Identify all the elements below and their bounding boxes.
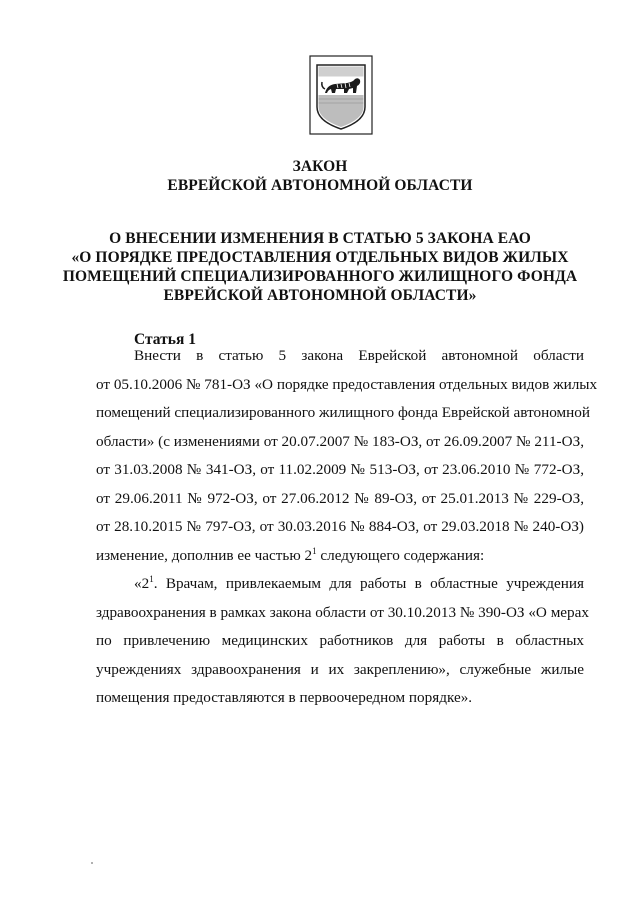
article-body [96, 342, 598, 713]
amendment-title [0, 229, 640, 305]
article-line-text: изменение, дополнив ее частью 2 [96, 546, 313, 564]
article-line: от 28.10.2015 № 797-ОЗ, от 30.03.2016 № 884-ОЗ, от 29.03.2018 № 240-ОЗ) [96, 518, 584, 535]
quote-line: по привлечению медицинских работников для работы в областных [96, 632, 584, 649]
amendment-title-line-1: О ВНЕСЕНИИ ИЗМЕНЕНИЯ В СТАТЬЮ 5 ЗАКОНА ЕАО [109, 230, 531, 247]
scan-speck [91, 862, 93, 864]
quote-line: здравоохранения в рамках закона области от 30.10.2013 № 390-ОЗ «О мерах [96, 603, 589, 621]
law-title [0, 157, 640, 195]
article-line: области» (с изменениями от 20.07.2007 № 183-ОЗ, от 26.09.2007 № 211-ОЗ, [96, 432, 584, 450]
article-line: от 31.03.2008 № 341-ОЗ, от 11.02.2009 № 513-ОЗ, от 23.06.2010 № 772-ОЗ, [96, 461, 584, 478]
superscript: 1 [312, 545, 317, 556]
amendment-title-line-3: ПОМЕЩЕНИЙ СПЕЦИАЛИЗИРОВАННОГО ЖИЛИЩНОГО ФОНДА [62, 268, 578, 285]
article-line: от 29.06.2011 № 972-ОЗ, от 27.06.2012 № 89-ОЗ, от 25.01.2013 № 229-ОЗ, [96, 489, 584, 507]
quote-line: учреждениях здравоохранения и их закреплению», служебные жилые [96, 660, 584, 678]
quote-open: «2 [134, 575, 150, 592]
article-line [96, 542, 584, 571]
law-title-line: ЗАКОН [292, 158, 348, 175]
article-line: Внести в статью 5 закона Еврейской автономной области [134, 347, 584, 364]
coat-of-arms-tiger-icon [309, 55, 373, 135]
article-line: помещений специализированного жилищного фонда Еврейской автономной [96, 404, 591, 421]
quote-line [96, 570, 584, 599]
quote-line-text: . Врачам, привлекаемым для работы в областные учреждения [153, 575, 584, 592]
superscript: 1 [149, 573, 154, 584]
law-title-region: ЕВРЕЙСКОЙ АВТОНОМНОЙ ОБЛАСТИ [167, 177, 473, 194]
amendment-title-line-2: «О ПОРЯДКЕ ПРЕДОСТАВЛЕНИЯ ОТДЕЛЬНЫХ ВИДОВ ЖИЛЫХ [71, 249, 569, 266]
amendment-title-line-4: ЕВРЕЙСКОЙ АВТОНОМНОЙ ОБЛАСТИ» [163, 287, 477, 304]
article-heading: Статья 1 [134, 331, 196, 348]
article-line-text: следующего содержания: [316, 546, 485, 564]
quote-line: помещения предоставляются в первоочередном порядке». [96, 689, 473, 706]
article-line: от 05.10.2006 № 781-ОЗ «О порядке предоставления отдельных видов жилых [96, 375, 598, 393]
